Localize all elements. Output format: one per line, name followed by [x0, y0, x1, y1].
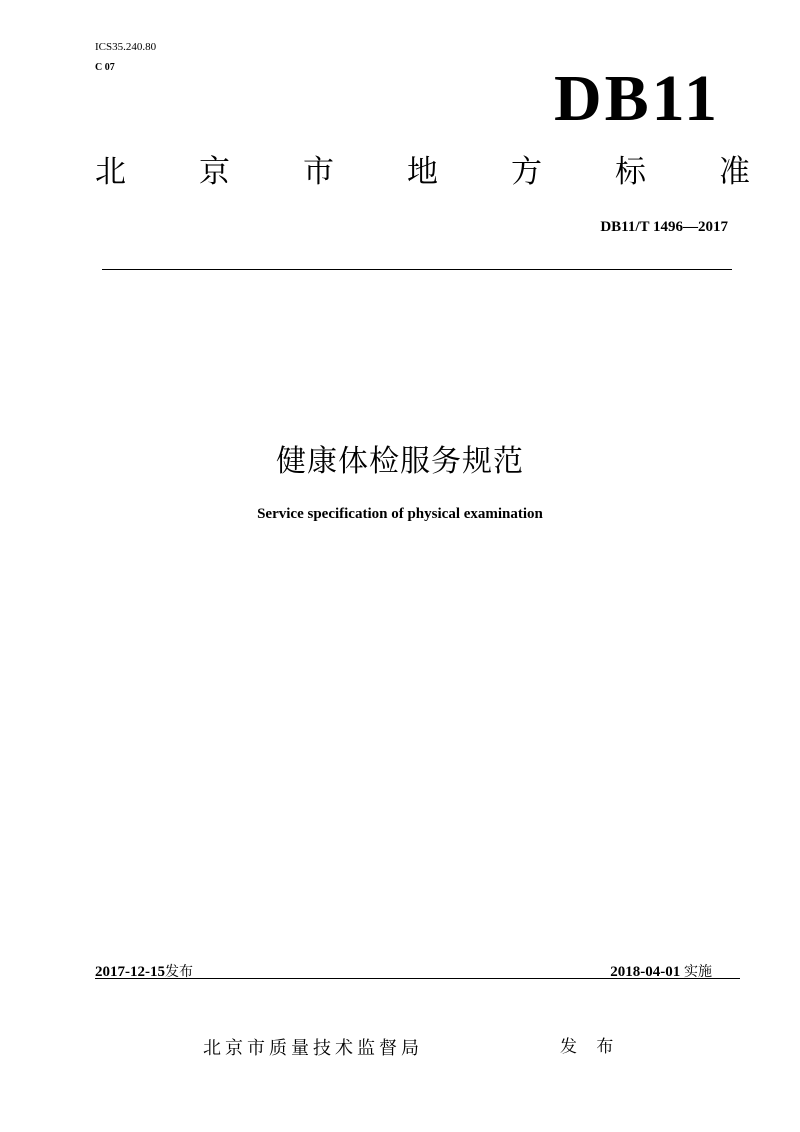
header-divider — [102, 269, 732, 270]
publish-label: 发布 — [165, 964, 193, 980]
db-mark: DB11 — [553, 62, 720, 135]
implement-label: 实施 — [684, 964, 712, 980]
issuing-authority: 北京市质量技术监督局 — [203, 1038, 423, 1059]
standard-type-char: 准 — [719, 154, 750, 190]
document-title-chinese: 健康体检服务规范 — [276, 444, 524, 479]
standard-code: DB11/T 1496—2017 — [600, 219, 728, 235]
date-divider — [95, 978, 740, 979]
implement-date: 2018-04-01 — [610, 964, 681, 980]
standard-type-char: 地 — [407, 154, 438, 190]
ics-code: ICS35.240.80 — [95, 41, 157, 53]
standard-type-char: 标 — [615, 154, 646, 190]
ccs-code: C 07 — [95, 62, 115, 73]
standard-type-title — [95, 154, 750, 190]
standard-type-char: 市 — [303, 154, 334, 190]
publish-date: 2017-12-15 — [95, 964, 165, 980]
issue-label: 发 布 — [560, 1037, 621, 1057]
standard-type-char: 北 — [95, 154, 126, 190]
document-title-english: Service specification of physical examination — [257, 506, 543, 522]
standard-type-char: 方 — [511, 154, 542, 190]
standard-type-char: 京 — [199, 154, 230, 190]
